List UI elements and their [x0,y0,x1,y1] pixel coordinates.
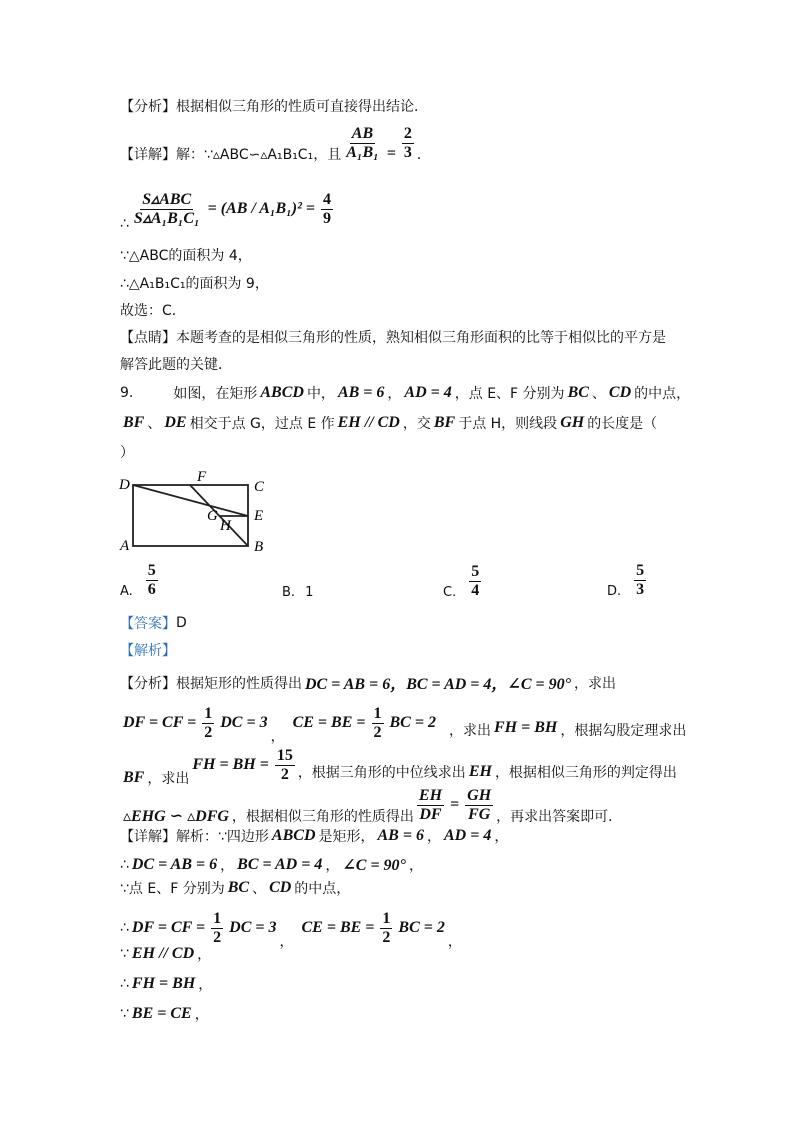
text: ， [426,829,441,845]
sol-line11 [120,1004,209,1024]
text: 【点睛】本题考查的是相似三角形的性质，熟知相似三角形面积的比等于相似比的平方是 [120,330,666,346]
sol-line6 [120,855,423,875]
text: ， [447,934,462,950]
text: 是矩形， [318,829,375,845]
label-d: D [119,477,130,493]
num: 1 [382,909,391,927]
label-b: B [254,539,264,555]
math: AD = 4 [443,827,492,844]
label-e: E [254,508,264,524]
math: GH [560,414,585,431]
text: ， [494,829,509,845]
text: ， [387,386,402,402]
text: ，根据勾股定理求出 [560,723,687,739]
q9-line1 [120,383,690,403]
line [120,354,232,374]
math: ∠C = 90° [342,857,406,874]
math: AD = 4 [404,384,452,401]
text: 【详解】解析：∵四边形 [120,829,269,845]
text: ∴ [120,857,129,873]
segment-de [133,485,248,516]
text: 、 [252,881,267,897]
text: 的中点， [634,386,691,402]
sol-line7 [120,878,350,898]
text: ， [408,858,423,874]
analysis-text: 【分析】根据相似三角形的性质可直接得出结论． [120,99,428,115]
num: 4 [323,190,331,208]
text: ， [197,947,212,963]
den: A₁B₁ [346,143,379,161]
den: 4 [471,582,480,599]
math: FH = BH [131,975,196,992]
analysis-line [120,96,428,116]
fraction-half [202,705,214,742]
math: EH // CD [337,414,400,431]
math: CD [608,384,632,401]
text: ，根据相似三角形的判定得出 [494,765,677,781]
math: BC = AD = 4 [237,856,323,873]
num: GH [467,786,492,804]
num: 1 [373,704,382,722]
text: ∵ [120,1006,129,1022]
math: DF = CF = [123,714,197,731]
text: ∵ [120,946,129,962]
text: ∵点 E、F 分别为 [120,881,225,897]
math: ABCD [271,827,316,844]
explain-line [120,640,176,660]
fraction-eh-df [417,787,444,824]
option-fraction [469,563,481,600]
math: BE = CE [131,1005,192,1022]
math: DC = AB = 6 [131,856,218,873]
option-b[interactable] [282,585,313,600]
math: EH // CD [131,945,195,962]
sol-line3 [120,742,677,788]
fraction-half [211,910,223,947]
sol-line4 [120,784,622,826]
math: BC = 2 [389,714,436,731]
den: FG [468,805,491,823]
detail-line [120,122,431,164]
math: = [450,796,460,813]
label-h: H [220,518,231,534]
math: ABCD [260,384,304,401]
detail-text: 【详解】解：∵▵ABC∽▵A₁B₁C₁，且 [120,147,342,163]
q9-line3 [120,442,134,462]
num: 15 [276,746,293,764]
option-d[interactable] [607,562,649,599]
math: BC [227,879,250,896]
den: 2 [382,928,391,946]
option-label: A. [120,584,133,599]
answer-value: D [176,615,187,631]
math: EH [468,763,492,780]
fraction-15-2 [275,747,295,784]
math: BF [123,414,145,431]
num: 2 [403,124,412,142]
num: 5 [636,562,645,579]
text: 、 [147,416,162,432]
text: ，根据相似三角形的性质得出 [231,809,414,825]
den: 2 [213,928,222,946]
line [120,327,666,347]
text: 如图，在矩形 [173,386,258,402]
fraction-half [372,705,384,742]
den: 9 [323,209,331,227]
option-fraction [634,562,646,599]
option-value: 1 [305,585,314,600]
num: S▵ABC [142,190,192,208]
math: ▵EHG ∽ ▵DFG [123,808,229,825]
text: ，再求出答案即可． [496,809,623,825]
num: EH [418,786,443,804]
option-fraction [146,562,158,599]
math: AB = 6 [377,827,424,844]
den: 2 [204,723,213,741]
option-label: B. [282,585,296,600]
text: ∴ [120,976,129,992]
fraction-half [380,910,392,947]
question-number: 9. [120,385,134,401]
line [120,245,252,265]
math: CD [269,879,292,896]
text: 故选：C． [120,303,186,319]
den: 6 [147,581,156,598]
eq: = [386,145,396,162]
text: 中， [306,386,335,402]
den: 2 [280,765,289,783]
area-fraction [132,191,202,228]
line [120,300,186,320]
text: 的长度是（ [587,416,658,432]
text: ，求出 [574,675,617,692]
text: 相交于点 G，过点 E 作 [189,416,335,432]
den: 2 [373,723,382,741]
label-c: C [254,479,265,495]
text: ∴△A₁B₁C₁的面积为 9， [120,276,269,292]
period: ． [416,147,431,163]
text: ， [198,977,213,993]
den: S▵A₁B₁C₁ [133,209,200,227]
sol-line9 [120,944,211,964]
math: DF = CF = [131,919,206,936]
ratio-fraction [344,125,381,162]
ratio-value [402,125,414,162]
text: 于点 H，则线段 [458,416,558,432]
math: BF [433,414,456,431]
text: ，交 [402,416,431,432]
math: DE [164,414,187,431]
text: ∴ [120,920,129,936]
sol-line5 [120,826,508,846]
math: BF [123,769,145,786]
label-f: F [197,470,207,485]
sol-line10 [120,974,212,994]
num: 1 [204,704,213,722]
q9-line2 [120,413,657,433]
math: AB = 6 [337,384,385,401]
num: AB [351,124,374,142]
math: CE = BE = [301,919,375,936]
sol-line2 [120,700,686,746]
answer-tag: 【答案】 [120,616,176,632]
text: ，点 E、F 分别为 [454,386,565,402]
math: FH = BH = [192,756,269,773]
den: DF [419,805,442,823]
math: BC [567,384,589,401]
sol-line1 [120,671,616,694]
text: 的中点， [294,881,351,897]
fraction-gh-fg [465,787,493,824]
text: ， [270,729,285,745]
rectangle-figure [115,470,285,560]
text: ， [279,934,294,950]
option-c[interactable] [443,563,484,600]
area-ratio-line [120,186,336,232]
math: FH = BH [493,719,558,736]
therefore: ∴ [120,216,129,232]
den: 3 [636,581,645,598]
option-label: C. [443,585,457,600]
math: DC = 3 [229,919,277,936]
explain-tag: 【解析】 [120,643,176,659]
text: ，求出 [147,771,190,787]
math: DC = AB = 6，BC = AD = 4，∠C = 90° [305,676,572,693]
den: 3 [403,143,412,161]
text: ∵△ABC的面积为 4， [120,248,252,264]
label-g: G [207,508,218,524]
eq: = (AB / A₁B₁)² = [207,200,315,217]
num: 5 [147,562,156,579]
label-a: A [120,538,130,554]
math: DC = 3 [220,714,268,731]
math: CE = BE = [292,714,366,731]
num: 5 [471,563,480,580]
math: BC = 2 [398,919,445,936]
option-label: D. [607,584,622,599]
text: ） [120,445,134,461]
text: ，根据三角形的中位线求出 [297,765,466,781]
answer-line [120,613,187,633]
option-a[interactable] [120,562,161,599]
text: ， [220,858,235,874]
line [120,273,269,293]
num: 1 [213,909,222,927]
text: 、 [591,386,606,402]
text: 【分析】根据矩形的性质得出 [120,675,302,692]
area-value [321,191,333,228]
text: 解答此题的关键． [120,357,232,373]
text: ， [194,1007,209,1023]
text: ，求出 [448,723,491,739]
text: ， [325,858,340,874]
